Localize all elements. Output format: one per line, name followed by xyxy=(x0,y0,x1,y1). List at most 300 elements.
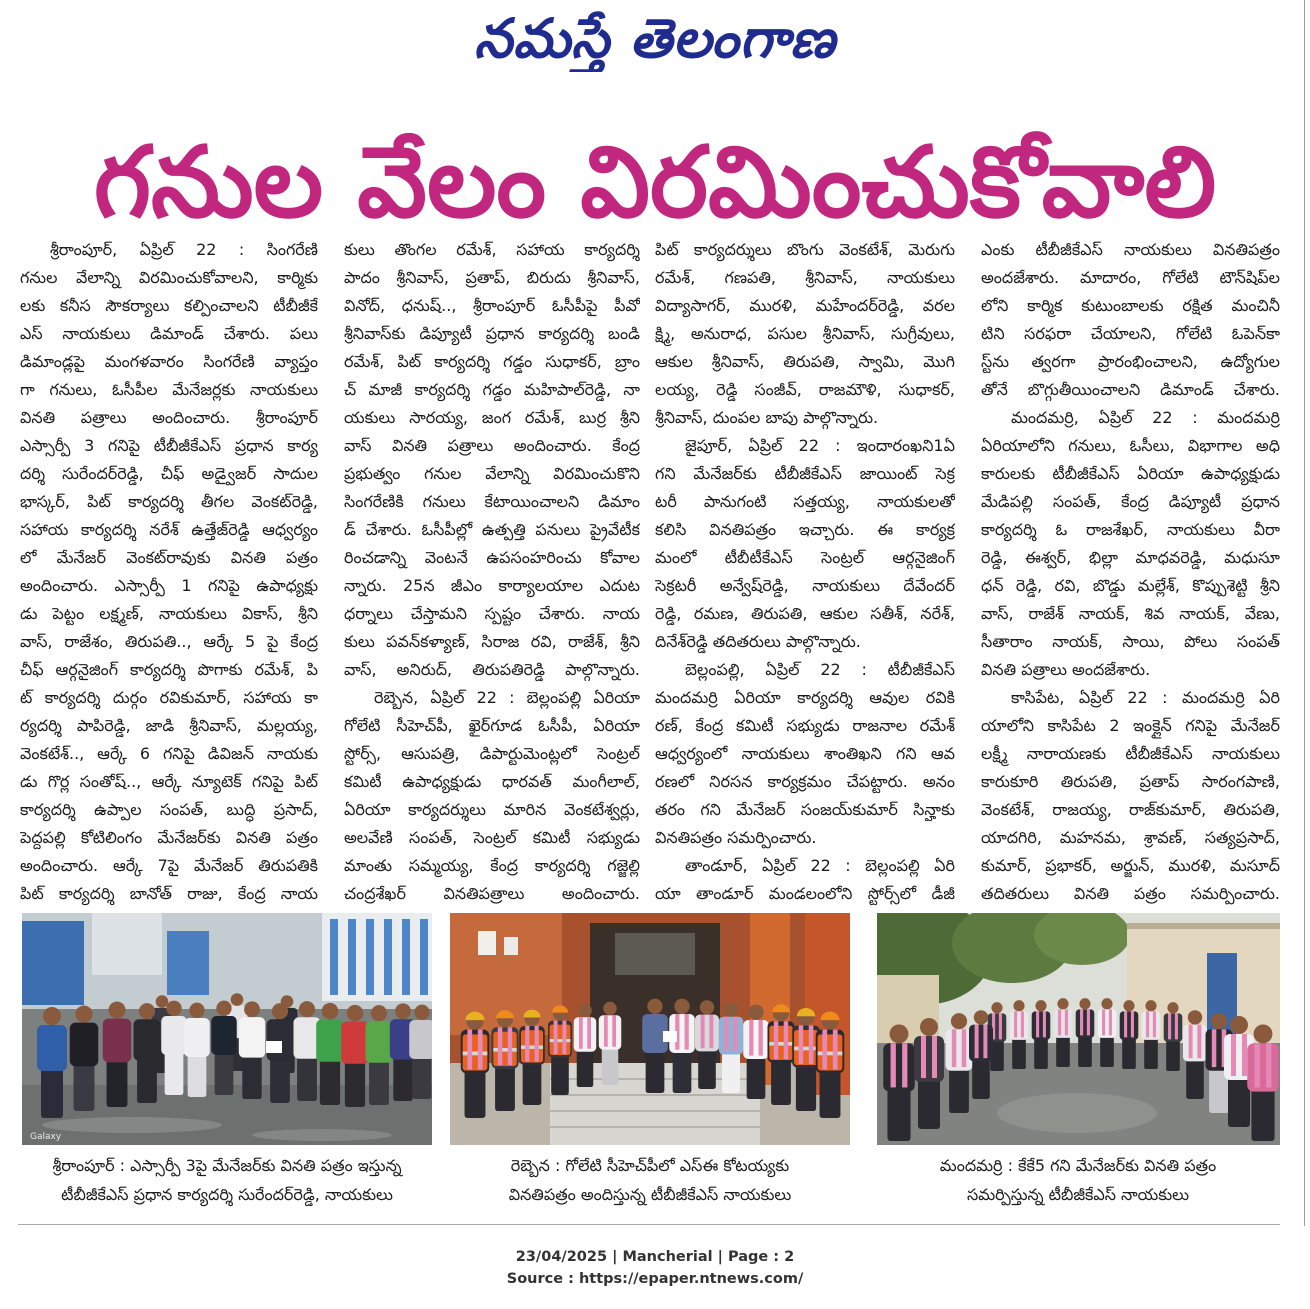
article-text-line: గని మేనేజర్‌కు టీబీజీకేఎస్ జాయింట్ సెక్ర xyxy=(655,464,955,483)
article-text-line: వాస్, రాజేశ్ నాయక్, శివ నాయక్, వేణు, xyxy=(981,604,1280,623)
article-text-line: సహాయ కార్యదర్శి నరేశ్ ఉత్తేజ్‌రెడ్డి ఆధ్వర్యం xyxy=(20,520,318,539)
article-text-line: యాదగిరి, మహనమ, శ్రావణ్, సత్యప్రసాద్, xyxy=(981,828,1280,847)
article-text-line: లకు కనీస సౌకర్యాలు కల్పించాలని టీబీజీకే xyxy=(20,296,318,315)
petition-paper xyxy=(266,1041,282,1053)
person-legs xyxy=(465,1071,486,1119)
article-text-line: యా తాండూర్ మండలంలోని స్టోర్స్‌లో డీజీ xyxy=(655,884,955,903)
article-column-4 xyxy=(981,236,1280,908)
person-legs xyxy=(345,1061,365,1107)
floor-reflection xyxy=(252,1129,392,1141)
pink-scarf xyxy=(891,1043,896,1087)
pink-scarf xyxy=(724,1017,728,1051)
article-text-line: ఎస్ నాయకులు డిమాండ్ చేశారు. పలు xyxy=(20,324,318,343)
article-text-line: కులు తొంగల రమేశ్, సహాయ కార్యదర్శి xyxy=(344,240,640,259)
blue-shutter xyxy=(22,921,84,1005)
caption-line: మందమర్రి : కేకే5 గని మేనేజర్‌కు వినతి పత్రం xyxy=(939,1156,1217,1175)
article-text-line: తదితరులు వినతి పత్రం సమర్పించారు. xyxy=(981,884,1280,903)
person-legs xyxy=(796,1065,816,1111)
person-legs xyxy=(1166,1040,1180,1071)
article-text-line: కాసిపేట, ఏప్రిల్ 22 : మందమర్రి ఏరి xyxy=(1011,688,1280,707)
article-text-line: ఆధ్వర్యంలో నాయకులు శాంతిఖని గని ఆవ xyxy=(655,744,955,763)
person-legs xyxy=(972,1059,990,1099)
roof-edge xyxy=(1127,923,1280,929)
article-text-line: చ్ మాజీ కార్యదర్శి గడ్డం మహిపాల్‌రెడ్డి, నా xyxy=(344,380,640,399)
person-shirt xyxy=(103,1019,132,1063)
person-shirt xyxy=(743,1020,769,1059)
vest-reflective-strip xyxy=(493,1048,516,1052)
article-text-line: ప్రభుత్వం గనుల వేలాన్ని విరమించుకొని xyxy=(344,464,640,483)
photo-image xyxy=(877,913,1280,1145)
pink-scarf xyxy=(833,1030,838,1070)
person-head xyxy=(700,1000,714,1014)
pink-scarf xyxy=(579,1017,583,1049)
person-legs xyxy=(297,1056,317,1101)
pink-scarf xyxy=(701,1015,705,1049)
person-shirt xyxy=(574,1017,597,1052)
person-head xyxy=(231,993,244,1006)
pink-scarf xyxy=(999,1013,1002,1039)
pink-scarf xyxy=(554,1021,558,1055)
article-text-line: ఏరియాలోని గనులు, ఓసీలు, విభాగాల అధి xyxy=(981,436,1280,455)
person-legs xyxy=(820,1071,841,1119)
person-legs xyxy=(1100,1036,1114,1067)
person-shirt xyxy=(37,1025,67,1071)
article-text-line: వెంకటేశ్.., ఆర్కే 6 గనిపై డివిజన్ నాయకు xyxy=(20,744,318,763)
photo-srirampur-petition xyxy=(22,913,432,1145)
person-shirt xyxy=(134,1019,161,1060)
person-legs xyxy=(1228,1077,1250,1127)
article-text-line: ఏరియా కార్యదర్శులు మారిన వెంకటేశ్వర్లు, xyxy=(344,800,640,819)
pink-scarf xyxy=(498,1027,503,1065)
person-shirt xyxy=(695,1015,719,1052)
article-text-line: దర్శి సురేందర్‌రెడ్డి, చీఫ్ అడ్వైజర్ సాదుల xyxy=(20,464,318,483)
person-head xyxy=(890,1024,909,1043)
person-shirt xyxy=(1054,1009,1073,1038)
article-text-line: శ్రీరాంపూర్, ఏప్రిల్ 22 : సింగరేణి xyxy=(50,240,318,259)
article-text-line: తరం గని మేనేజర్ సంజయ్‌కుమార్ సిన్హాకు xyxy=(655,800,955,819)
person-legs xyxy=(242,1055,261,1099)
article-text-line: యకులు సారయ్య, జంగ రమేశ్, బుర్ర శ్రీని xyxy=(344,408,640,427)
article-text-line: వెంకటేశ్, రాజయ్య, రాజ్‌కుమార్, తిరుపతి, xyxy=(981,800,1280,819)
article-text-line: ధర్నాలు చేస్తామని స్పష్టం చేశారు. నాయ xyxy=(344,604,640,623)
vest-reflective-strip xyxy=(818,1052,843,1056)
article-text-line: కమిటీ ఉపాధ్యక్షుడు ధారవత్ మంగీలాల్, xyxy=(344,772,640,791)
person-legs xyxy=(551,1055,569,1095)
pink-scarf xyxy=(1021,1011,1024,1037)
person-legs xyxy=(1251,1089,1274,1142)
person-legs xyxy=(495,1066,515,1111)
article-text-line: సెక్రటరీ అన్వేష్‌రెడ్డి, నాయకులు దేవేందర్ xyxy=(655,576,955,595)
article-text-line: వాస్ వినతి పత్రాలు అందించారు. కేంద్ర xyxy=(344,436,640,455)
article-text-line: శ్రీనివాస్‌కు డిప్యూటీ ప్రధాన కార్యదర్శి బండి xyxy=(344,324,640,343)
pink-scarf xyxy=(525,1026,529,1062)
petition-paper xyxy=(663,1031,677,1042)
article-text-line: రెడ్డి, రమణ, తిరుపతి, ఆకుల సతీశ్, నరేశ్, xyxy=(655,604,955,623)
person-shirt xyxy=(1247,1043,1279,1091)
pink-scarf xyxy=(1058,1009,1061,1035)
person-head xyxy=(1254,1024,1273,1043)
article-text-line: మంలో టీబీటీకేఎస్ సెంట్రల్ ఆర్గనైజింగ్ xyxy=(655,548,955,567)
article-text-line: అందజేశారు. మాదారం, గోలేటి టౌన్‌షిప్‌ల xyxy=(981,268,1280,287)
person-legs xyxy=(698,1049,716,1089)
wall-notice xyxy=(504,937,518,955)
article-text-line: రెడ్డి, ఈశ్వర్, భిల్లా మాధవరెడ్డి, మధుసూ xyxy=(981,548,1280,567)
person-legs xyxy=(215,1053,234,1096)
person-head xyxy=(1211,1013,1227,1029)
pink-scarf xyxy=(1131,1011,1134,1037)
pink-scarf xyxy=(932,1036,937,1078)
article-text-line: అలవేణి సంపత్, సెంట్రల్ కమిటీ సభ్యుడు xyxy=(344,828,640,847)
person-shirt xyxy=(1120,1011,1139,1040)
pink-scarf xyxy=(1014,1011,1017,1037)
person-shirt xyxy=(969,1025,993,1062)
vest-reflective-strip xyxy=(769,1042,792,1046)
person-shirt xyxy=(267,1019,294,1060)
article-text-line: ధన్ రెడ్డి, రవి, బొడ్డు మల్లేశ్, కొప్పుశెట్టి శ్రీని xyxy=(981,576,1280,595)
pink-scarf xyxy=(1080,1009,1083,1035)
person-shirt xyxy=(366,1021,393,1062)
article-text-line: వినతిపత్రం సమర్పించారు. xyxy=(655,828,817,847)
pink-scarf xyxy=(902,1043,907,1087)
article-text-line: క్ష్మి, అనురాధ, పసుల శ్రీనివాస్, సుగ్రీవులు, xyxy=(655,324,955,343)
pink-scarf xyxy=(508,1027,513,1065)
article-text-line: స్ట్‌ను త్వరగా ప్రారంభించాలని, ఉద్యోగుల xyxy=(981,352,1280,371)
photo-caption-2 xyxy=(445,1151,855,1211)
pink-scarf xyxy=(1212,1029,1217,1067)
person-legs xyxy=(771,1060,791,1105)
person-head xyxy=(1123,1000,1134,1011)
person-shirt xyxy=(70,1023,99,1067)
pink-scarf xyxy=(921,1036,926,1078)
photo-rebbena-petition xyxy=(450,913,850,1145)
pink-scarf xyxy=(822,1030,827,1070)
article-text-line: డు పెట్టం లక్ష్మణ్, నాయకులు వికాస్, శ్రీని xyxy=(20,604,318,623)
person-shirt xyxy=(719,1017,744,1055)
article-text-line: లోని కార్మిక కుటుంబాలకు రక్షిత మంచినీ xyxy=(981,296,1280,315)
person-head xyxy=(1145,1000,1156,1011)
person-legs xyxy=(646,1051,665,1094)
article-text-line: వాస్, రాజేశం, తిరుపతి.., ఆర్కే 5 పై కేంద్ర xyxy=(20,632,318,651)
article-text-line: కార్యదర్శి ఓ రాజశేఖర్, నాయకులు వీరా xyxy=(981,520,1280,539)
person-shirt xyxy=(239,1017,265,1057)
article-text-line: కులు పవన్‌కళ్యాణ్, సిరాజ రవి, రాజేశ్, శ్రీని xyxy=(344,632,640,651)
person-head xyxy=(674,999,689,1014)
pink-scarf xyxy=(685,1014,689,1050)
article-text-line: రణ్, కేంద్ర కమిటీ సభ్యుడు రాజనాల రమేశ్ xyxy=(655,716,955,735)
pink-scarf xyxy=(467,1030,472,1070)
blue-shutter xyxy=(167,931,209,995)
person-head xyxy=(1101,998,1112,1009)
vest-reflective-strip xyxy=(521,1046,543,1049)
person-head xyxy=(108,1002,125,1019)
person-shirt xyxy=(1098,1009,1117,1038)
person-head xyxy=(920,1018,938,1036)
article-text-line: స్టోర్స్, ఆసుపత్రి, డిపార్టుమెంట్లలో సెంట్రల్ xyxy=(344,744,640,763)
person-shirt xyxy=(599,1015,622,1050)
article-text-line: బెల్లంపల్లి, ఏప్రిల్ 22 : టీబీజీకేఎస్ xyxy=(685,660,955,679)
pink-scarf xyxy=(1043,1011,1046,1037)
person-head xyxy=(1013,1000,1024,1011)
caption-line: టీబీజీకేఎస్ ప్రధాన కార్యదర్శి సురేందర్‌రెడ్డి, నాయకులు xyxy=(61,1185,393,1204)
article-text-line: రమేశ్, గణపతి, శ్రీనివాస్, నాయకులు xyxy=(655,268,955,287)
article-text-line: ట్ కార్యదర్శి దుర్గం రవికుమార్, సహాయ కా xyxy=(20,688,318,707)
blue-railing xyxy=(420,919,428,995)
vest-reflective-strip xyxy=(794,1047,818,1051)
footer-edition-info: 23/04/2025 | Mancherial | Page : 2 xyxy=(515,1249,795,1265)
article-text-line: వాస్, అనిరుద్, తిరుపతిరెడ్డి పాల్గొన్నారు. xyxy=(344,660,640,679)
person-legs xyxy=(747,1057,766,1100)
article-text-line: ఆకుల శ్రీనివాస్, తిరుపతి, స్వామి, మొగి xyxy=(655,352,955,371)
person-head xyxy=(75,1006,92,1023)
person-legs xyxy=(320,1059,340,1105)
article-text-line: లయ్య, రెడ్డి సంజీవ్, రాజమౌళి, సుధాకర్, xyxy=(655,380,955,399)
person-legs xyxy=(1186,1059,1204,1099)
person-head xyxy=(414,1005,429,1020)
person-head xyxy=(724,1002,739,1017)
pink-scarf xyxy=(1197,1025,1201,1059)
person-legs xyxy=(393,1057,412,1101)
person-legs xyxy=(1144,1038,1158,1069)
pink-scarf xyxy=(1102,1009,1105,1035)
person-head xyxy=(371,1005,387,1021)
article-text-line: విద్యాసాగర్, మురళి, మహేందర్‌రెడ్డి, వరల xyxy=(655,296,955,315)
person-legs xyxy=(413,1057,432,1100)
pink-scarf xyxy=(1242,1034,1247,1076)
pink-scarf xyxy=(1153,1011,1156,1037)
article-text-line: మాంతు సమ్మయ్య, కేంద్ర కార్యదర్శి గజ్జెల్లి xyxy=(344,856,640,875)
photo-caption-1 xyxy=(16,1151,438,1211)
window xyxy=(615,933,695,975)
vest-reflective-strip xyxy=(550,1039,571,1042)
white-wall xyxy=(92,913,162,975)
person-shirt xyxy=(1164,1013,1183,1042)
article-text-line: అందించారు. ఎస్సార్పీ 1 గనిపై ఉపాధ్యక్షు xyxy=(20,576,318,595)
caption-line: వినతిపత్రం అందిస్తున్న టీబీజీకేఎస్ నాయకులు xyxy=(508,1185,792,1204)
person-legs xyxy=(188,1055,207,1098)
pink-scarf xyxy=(952,1029,957,1067)
person-head xyxy=(1188,1010,1202,1024)
article-text-line: లక్ష్మీ నారాయణకు టీబీజీకేఎస్ నాయకులు xyxy=(981,744,1280,763)
person-legs xyxy=(41,1068,63,1118)
article-text-line: రణలో నిరసన కార్యక్రమం చేపట్టారు. అనం xyxy=(655,772,955,791)
article-text-line: ర్యదర్శి పాపిరెడ్డి, జాడి శ్రీనివాస్, మల్లయ్య, xyxy=(20,716,318,735)
bottom-divider xyxy=(18,1224,1280,1225)
pink-scarf xyxy=(604,1015,608,1047)
article-text-line: తాండూర్, ఏప్రిల్ 22 : బెల్లంపల్లి ఏరి xyxy=(685,856,955,875)
person-shirt xyxy=(211,1016,237,1055)
article-text-line: వినతి పత్రాలు అందజేశారు. xyxy=(981,660,1151,679)
person-head xyxy=(166,1001,181,1016)
person-head xyxy=(395,1003,411,1019)
article-text-line: కార్యదర్శి ఉప్పాల సంపత్, బుద్ధి ప్రసాద్, xyxy=(20,800,318,819)
person-shirt xyxy=(1142,1011,1161,1040)
caption-line: రెబ్బెన : గోలేటి సీహెచ్‌పీలో ఎస్ఈ కోటయ్యకు xyxy=(510,1156,790,1175)
pink-scarf xyxy=(799,1025,804,1064)
pink-scarf xyxy=(587,1017,591,1049)
article-text-line: శ్రీనివాస్, దుంపల బాపు పాల్గొన్నారు. xyxy=(655,408,879,427)
article-text-line: పిట్ కార్యదర్శులు బొంగు వెంకటేశ్, మెరుగు xyxy=(655,240,955,259)
person-legs xyxy=(137,1058,157,1103)
person-shirt xyxy=(316,1019,344,1061)
person-head xyxy=(322,1003,339,1020)
article-text-line: వినతి పత్రాలు అందించారు. శ్రీరాంపూర్ xyxy=(20,408,318,427)
photo-caption-3 xyxy=(872,1151,1284,1211)
pink-scarf xyxy=(1124,1011,1127,1037)
person-legs xyxy=(722,1052,740,1093)
person-shirt xyxy=(883,1043,915,1091)
person-head xyxy=(647,999,662,1014)
blue-railing xyxy=(348,919,356,995)
person-shirt xyxy=(1076,1009,1095,1038)
person-head xyxy=(974,1010,988,1024)
person-shirt xyxy=(1010,1011,1029,1040)
article-text-line: మందమర్రి, ఏప్రిల్ 22 : మందమర్రి xyxy=(1011,408,1280,427)
person-legs xyxy=(602,1048,619,1086)
article-text-line: యాలోని కాసిపేట 2 ఇంక్లైన్ గనిపై మేనేజర్ xyxy=(981,716,1280,735)
person-head xyxy=(139,1003,155,1019)
article-column-3 xyxy=(655,236,955,908)
article-text-line: ఎస్సార్పీ 3 గనిపై టీబీజీకేఎస్ ప్రధాన కార్య xyxy=(20,436,318,455)
vest-reflective-strip xyxy=(463,1052,488,1056)
person-legs xyxy=(1122,1038,1136,1069)
person-head xyxy=(1079,998,1090,1009)
person-legs xyxy=(369,1060,389,1105)
article-text-line: సింగరేణికి గనులు కేటాయించాలని డిమాం xyxy=(344,492,640,511)
article-text-line: అందించారు. ఆర్కే 7పై మేనేజర్ తిరుపతికి xyxy=(20,856,318,875)
person-legs xyxy=(74,1064,95,1112)
pink-scarf xyxy=(1065,1009,1068,1035)
article-text-line: గోలేటి సీహెచ్‌పీ, ఖైర్‌గూడ ఓసీపీ, ఏరియా xyxy=(344,716,640,735)
article-text-line: కారుకూరి తిరుపతి, ప్రతాప్ సారంగపాణి, xyxy=(981,772,1280,791)
article-text-line: మందమర్రి ఏరియా కార్యదర్శి ఆవుల రవికి xyxy=(655,688,955,707)
person-legs xyxy=(918,1079,940,1129)
article-text-line: రించడాన్ని వెంటనే ఉపసంహరించు కోవాల xyxy=(344,548,640,567)
caption-line: సమర్పిస్తున్న టీబీజీకేఎస్ నాయకులు xyxy=(966,1185,1190,1204)
blue-railing xyxy=(366,919,374,995)
pink-scarf xyxy=(1168,1013,1171,1039)
pink-scarf xyxy=(774,1021,779,1059)
person-head xyxy=(272,1003,288,1019)
pink-scarf xyxy=(759,1020,763,1056)
person-legs xyxy=(523,1063,542,1106)
person-shirt xyxy=(1183,1025,1207,1062)
article-text-line: రెబ్బెన, ఏప్రిల్ 22 : బెల్లంపల్లి ఏరియా xyxy=(374,688,640,707)
article-text-line: భాస్కర్, పిట్ కార్యదర్శి తీగల వెంకట్‌రెడ్డి, xyxy=(20,492,318,511)
footer-source: Source : https://epaper.ntnews.com/ xyxy=(506,1271,804,1287)
article-text-line: న్నారు. 25న జీఎం కార్యాలయాల ఎదుట xyxy=(344,576,640,595)
person-head xyxy=(244,1001,260,1017)
road-patch xyxy=(997,1093,1157,1133)
article-column-1 xyxy=(20,236,318,908)
article-text-line: టరీ పానుగంటి సత్తయ్య, నాయకులతో xyxy=(655,492,955,511)
floor-reflection xyxy=(42,1117,222,1133)
article-text-line: టిని సరఫరా చేయాలని, గోలేటి ఓపెన్‌కా xyxy=(981,324,1280,343)
article-text-line: ఎంకు టీబీజీకేఎస్ నాయకులు వినతిపత్రం xyxy=(981,240,1280,259)
person-head xyxy=(43,1007,61,1025)
headline: గనుల వేలం విరమించుకోవాలి xyxy=(93,126,1217,240)
person-head xyxy=(1230,1016,1248,1034)
pink-scarf xyxy=(1231,1034,1236,1076)
person-shirt xyxy=(409,1020,432,1059)
article-text-line: వినోద్, ధనుష్.., శ్రీరాంపూర్ ఓసీపీపై పీవో xyxy=(344,296,640,315)
pink-scarf xyxy=(478,1030,483,1070)
person-legs xyxy=(673,1051,692,1094)
wall-notice xyxy=(478,931,496,955)
caption-line: శ్రీరాంపూర్ : ఎస్సార్పీ 3పై మేనేజర్‌కు వినతి పత్రం ఇస్తున్న xyxy=(52,1156,402,1175)
person-head xyxy=(1057,998,1068,1009)
person-head xyxy=(299,1001,315,1017)
person-head xyxy=(603,1002,617,1016)
article-text-line: గనుల వేలాన్ని విరమించుకోవాలని, కార్మికు xyxy=(20,268,318,287)
blue-railing xyxy=(384,919,392,995)
pink-scarf xyxy=(1146,1011,1149,1037)
person-head xyxy=(1035,1000,1046,1011)
article-text-line: పాదం శ్రీనివాస్, ప్రతాప్, బిరుదు శ్రీనివాస్, xyxy=(344,268,640,287)
pink-scarf xyxy=(809,1025,814,1064)
pink-scarf xyxy=(1087,1009,1090,1035)
pink-scarf xyxy=(1255,1043,1260,1087)
person-shirt xyxy=(1032,1011,1051,1040)
person-head xyxy=(748,1005,763,1020)
person-legs xyxy=(1056,1036,1070,1067)
article-text-line: లో మేనేజర్ వెంకట్‌రావుకు వినతి పత్రం xyxy=(20,548,318,567)
masthead-logo: నమస్తే తెలంగాణ xyxy=(474,7,836,70)
photo-mandamarri-petition xyxy=(877,913,1280,1145)
pink-scarf xyxy=(562,1021,566,1055)
person-legs xyxy=(107,1060,128,1108)
person-legs xyxy=(949,1068,969,1113)
pink-scarf xyxy=(962,1029,967,1067)
pink-scarf xyxy=(1036,1011,1039,1037)
blue-railing xyxy=(402,919,410,995)
person-head xyxy=(156,995,169,1008)
pink-scarf xyxy=(975,1025,979,1059)
pink-scarf xyxy=(983,1025,987,1059)
camera-watermark: Galaxy xyxy=(30,1132,62,1142)
article-column-2 xyxy=(344,236,640,908)
person-legs xyxy=(1078,1036,1092,1067)
person-head xyxy=(189,1003,204,1018)
person-shirt xyxy=(161,1016,187,1055)
article-text-line: తోనే బొగ్గుతీయించాలని డిమాండ్ చేశారు. xyxy=(981,380,1280,399)
pink-scarf xyxy=(1189,1025,1193,1059)
person-shirt xyxy=(341,1021,369,1063)
article-text-line: రమేశ్, పిట్ కార్యదర్శి గడ్డం సుధాకర్, బ్రాం xyxy=(344,352,640,371)
person-head xyxy=(347,1005,364,1022)
pink-scarf xyxy=(1266,1043,1271,1087)
person-legs xyxy=(165,1053,184,1096)
person-legs xyxy=(577,1050,594,1088)
person-legs xyxy=(1012,1038,1026,1069)
clipping-border xyxy=(1304,0,1305,1226)
pink-scarf xyxy=(1175,1013,1178,1039)
article-text-line: కలిసి వినతిపత్రం ఇచ్చారు. ఈ కార్యక్ర xyxy=(655,520,955,539)
article-text-line: సీతారాం నాయక్, సాయి, పోలు సంపత్ xyxy=(981,632,1280,651)
article-text-line: కారులకు టీబీజీకేఎస్ ఏరియా ఉపాధ్యక్షుడు xyxy=(981,464,1280,483)
pink-scarf xyxy=(733,1017,737,1051)
person-head xyxy=(951,1013,967,1029)
person-shirt xyxy=(184,1018,210,1057)
article-text-line: చంద్రశేఖర్ వినతిపత్రాలు అందించారు. xyxy=(344,884,640,903)
photo-image xyxy=(22,913,432,1145)
person-legs xyxy=(1034,1038,1048,1069)
pink-scarf xyxy=(535,1026,539,1062)
article-text-line: డిమాండ్లపై మంగళవారం సింగరేణి వ్యాప్తం xyxy=(20,352,318,371)
article-text-line: డు గొర్ల సంతోష్.., ఆర్కే న్యూటెక్ గనిపై పిట్ xyxy=(20,772,318,791)
person-head xyxy=(1167,1002,1178,1013)
article-text-line: దినేశ్‌రెడ్డి తదితరులు పాల్గొన్నారు. xyxy=(655,632,861,651)
person-head xyxy=(216,1001,231,1016)
